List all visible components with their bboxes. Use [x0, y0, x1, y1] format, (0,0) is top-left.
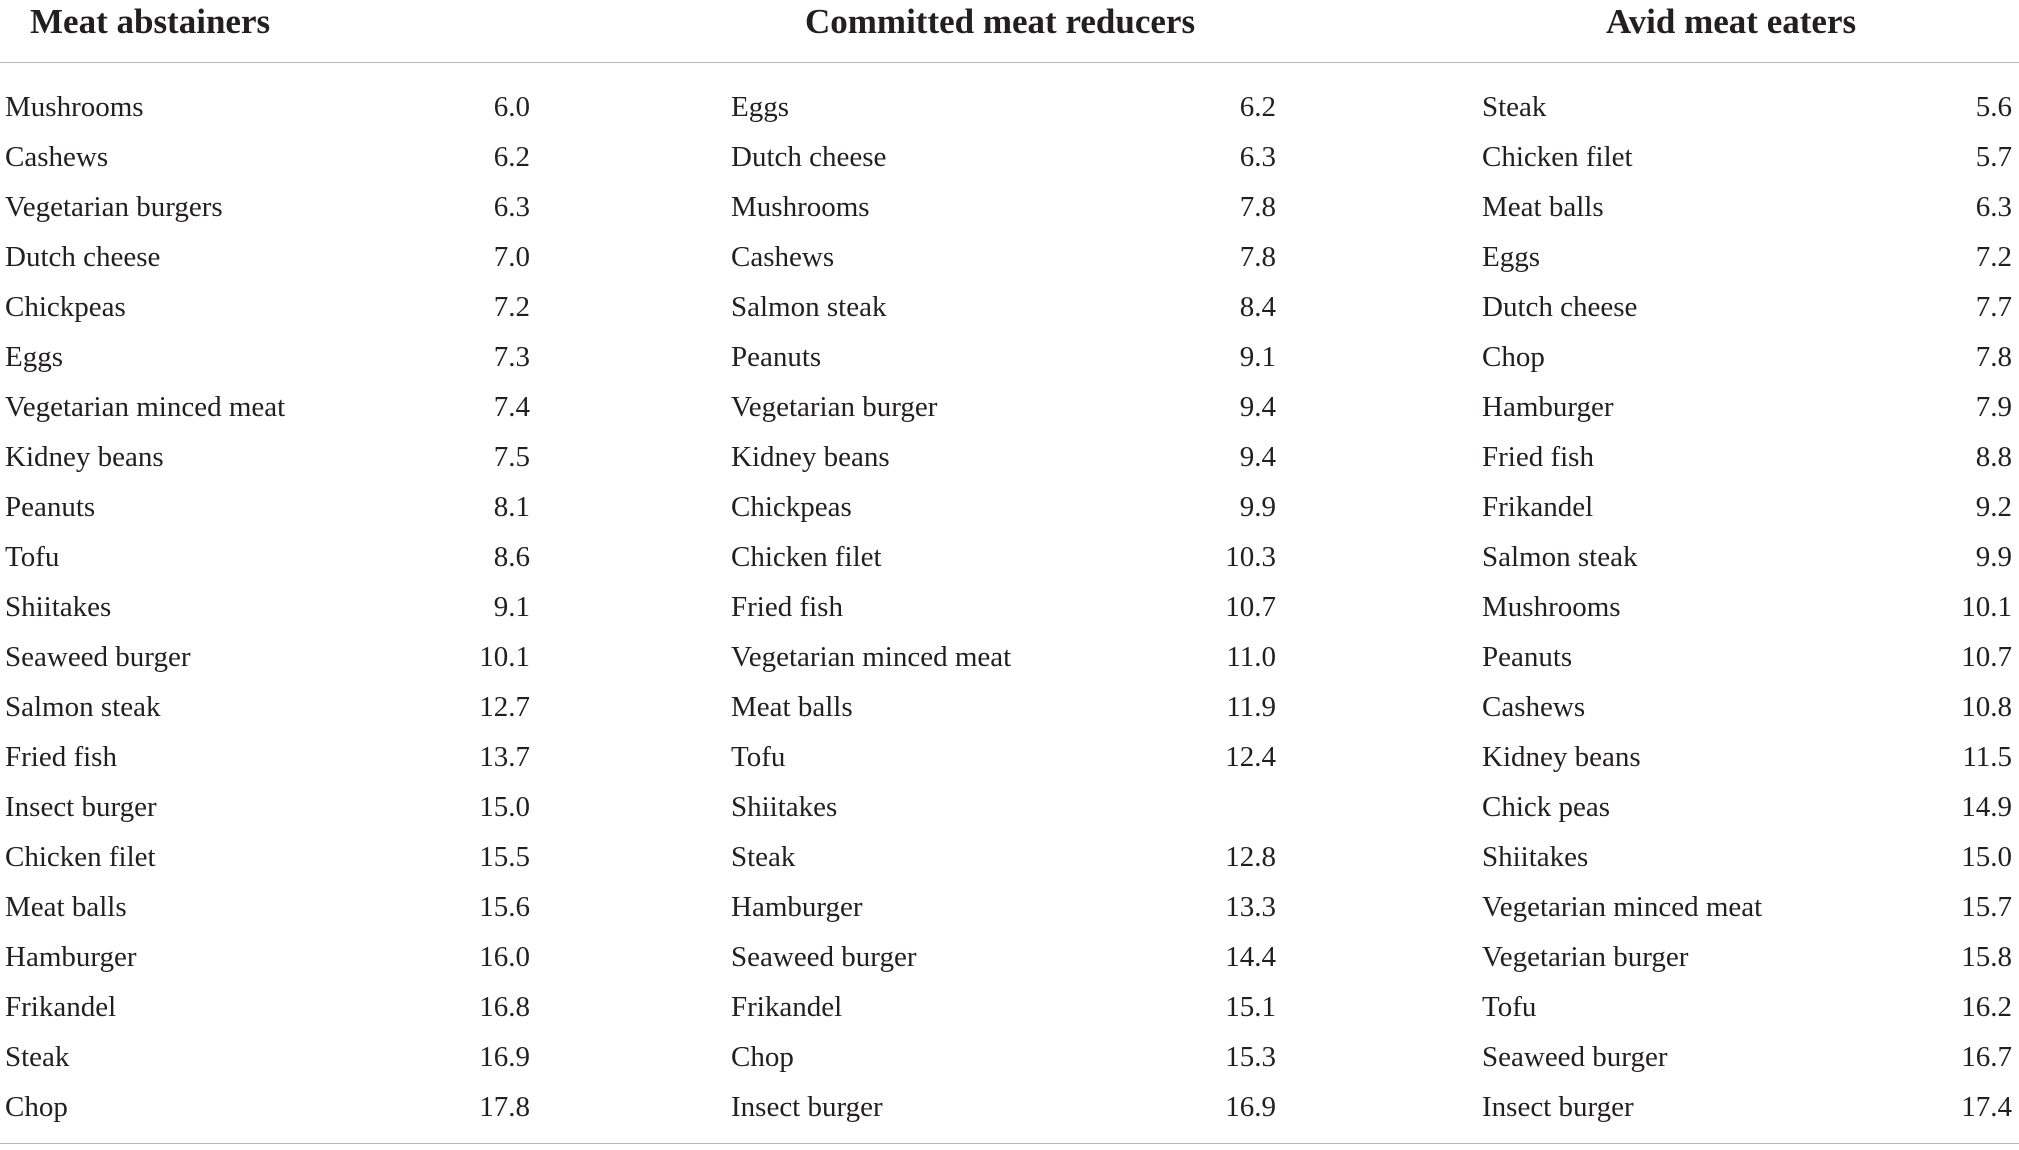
rank-value: 7.2	[493, 291, 530, 323]
food-item: Kidney beans	[1482, 741, 1641, 773]
food-item: Vegetarian burgers	[5, 191, 223, 223]
rank-value: 10.1	[1961, 591, 2012, 623]
rank-value: 8.1	[493, 491, 530, 523]
rank-value: 9.9	[1239, 491, 1276, 523]
rank-value: 9.4	[1239, 441, 1276, 473]
rank-value: 6.2	[1239, 91, 1276, 123]
food-item: Insect burger	[1482, 1091, 1634, 1123]
rank-value: 16.9	[479, 1041, 530, 1073]
rank-value: 12.4	[1225, 741, 1276, 773]
rank-value: 17.4	[1961, 1091, 2012, 1123]
table-row	[0, 532, 2019, 582]
rank-value: 15.0	[1961, 841, 2012, 873]
header-divider	[0, 62, 2019, 63]
rank-value: 16.0	[479, 941, 530, 973]
food-item: Vegetarian minced meat	[5, 391, 286, 423]
rank-value: 5.6	[1975, 91, 2012, 123]
rank-value: 8.8	[1975, 441, 2012, 473]
food-item: Hamburger	[731, 891, 863, 923]
rank-value: 7.4	[493, 391, 530, 423]
table-row	[0, 632, 2019, 682]
rank-value: 7.0	[493, 241, 530, 273]
food-item: Salmon steak	[5, 691, 161, 723]
rank-value: 6.0	[493, 91, 530, 123]
rank-value: 7.3	[493, 341, 530, 373]
food-item: Hamburger	[5, 941, 137, 973]
food-item: Seaweed burger	[1482, 1041, 1668, 1073]
rank-value: 10.1	[479, 641, 530, 673]
food-item: Chick peas	[1482, 791, 1611, 823]
header-committed-meat-reducers: Committed meat reducers	[805, 2, 1196, 41]
rank-value: 15.7	[1961, 891, 2012, 923]
rank-value: 7.9	[1975, 391, 2012, 423]
food-item: Insect burger	[5, 791, 157, 823]
rank-value: 9.1	[1239, 341, 1276, 373]
food-item: Frikandel	[731, 991, 843, 1023]
food-item: Salmon steak	[1482, 541, 1638, 573]
food-item: Vegetarian minced meat	[1482, 891, 1763, 923]
table-row	[0, 932, 2019, 982]
rank-value: 14.4	[1225, 941, 1276, 973]
food-item: Dutch cheese	[731, 141, 887, 173]
rank-value: 12.7	[479, 691, 530, 723]
table-body	[0, 82, 2019, 1132]
food-item: Cashews	[1482, 691, 1586, 723]
rank-value: 9.4	[1239, 391, 1276, 423]
rank-value: 16.8	[479, 991, 530, 1023]
rank-value: 7.8	[1239, 241, 1276, 273]
rank-value: 7.7	[1975, 291, 2012, 323]
rank-value: 15.0	[479, 791, 530, 823]
rank-value: 7.5	[493, 441, 530, 473]
header-avid-meat-eaters: Avid meat eaters	[1606, 2, 1857, 41]
food-item: Steak	[1482, 91, 1547, 123]
table-row	[0, 282, 2019, 332]
food-item: Cashews	[731, 241, 835, 273]
table-row	[0, 182, 2019, 232]
table-bottom-rule	[0, 1143, 2019, 1144]
food-item: Mushrooms	[731, 191, 870, 223]
food-item: Chop	[1482, 341, 1545, 373]
rank-value: 9.1	[493, 591, 530, 623]
rank-value: 12.8	[1225, 841, 1276, 873]
table-row	[0, 682, 2019, 732]
rank-value: 11.5	[1962, 741, 2012, 773]
table-row	[0, 132, 2019, 182]
rank-value: 5.7	[1975, 141, 2012, 173]
table-row	[0, 232, 2019, 282]
food-item: Salmon steak	[731, 291, 887, 323]
food-item: Shiitakes	[731, 791, 838, 823]
rank-value: 15.1	[1225, 991, 1276, 1023]
rank-value: 10.7	[1225, 591, 1276, 623]
food-item: Mushrooms	[1482, 591, 1621, 623]
rank-value: 13.3	[1225, 891, 1276, 923]
food-item: Mushrooms	[5, 91, 144, 123]
table-row	[0, 332, 2019, 382]
rank-value: 7.8	[1975, 341, 2012, 373]
food-item: Chickpeas	[5, 291, 126, 323]
table-row	[0, 582, 2019, 632]
table-row	[0, 982, 2019, 1032]
food-item: Tofu	[5, 541, 60, 573]
rank-value: 9.9	[1975, 541, 2012, 573]
food-item: Eggs	[5, 341, 63, 373]
food-item: Dutch cheese	[5, 241, 161, 273]
food-item: Chicken filet	[5, 841, 156, 873]
food-item: Chickpeas	[731, 491, 852, 523]
rank-value: 6.3	[1975, 191, 2012, 223]
rank-value: 15.8	[1961, 941, 2012, 973]
rank-value: 11.0	[1226, 641, 1276, 673]
food-item: Fried fish	[5, 741, 117, 773]
food-item: Vegetarian burger	[1482, 941, 1689, 973]
table-row	[0, 382, 2019, 432]
rank-value: 13.7	[479, 741, 530, 773]
rank-value: 7.2	[1975, 241, 2012, 273]
rank-value: 17.8	[479, 1091, 530, 1123]
rank-value: 10.7	[1961, 641, 2012, 673]
food-item: Vegetarian burger	[731, 391, 938, 423]
rank-value: 6.3	[493, 191, 530, 223]
food-item: Peanuts	[1482, 641, 1573, 673]
rank-value: 16.7	[1961, 1041, 2012, 1073]
food-item: Kidney beans	[5, 441, 164, 473]
food-item: Steak	[5, 1041, 70, 1073]
food-item: Shiitakes	[5, 591, 112, 623]
rank-value: 15.5	[479, 841, 530, 873]
table-row	[0, 1032, 2019, 1082]
table-row	[0, 832, 2019, 882]
rank-value: 6.3	[1239, 141, 1276, 173]
food-item: Shiitakes	[1482, 841, 1589, 873]
food-item: Fried fish	[1482, 441, 1594, 473]
table-row	[0, 82, 2019, 132]
rank-value: 8.4	[1239, 291, 1276, 323]
rank-value: 6.2	[493, 141, 530, 173]
food-item: Seaweed burger	[5, 641, 191, 673]
table-row	[0, 432, 2019, 482]
food-item: Tofu	[1482, 991, 1537, 1023]
food-item: Chicken filet	[731, 541, 882, 573]
table-row	[0, 482, 2019, 532]
food-item: Chicken filet	[1482, 141, 1633, 173]
table-header	[0, 0, 2019, 60]
table-row	[0, 882, 2019, 932]
rank-value: 16.9	[1225, 1091, 1276, 1123]
food-item: Eggs	[1482, 241, 1540, 273]
rank-value: 11.9	[1226, 691, 1276, 723]
rank-value: 16.2	[1961, 991, 2012, 1023]
food-item: Chop	[731, 1041, 794, 1073]
rank-value: 10.3	[1225, 541, 1276, 573]
food-item: Fried fish	[731, 591, 843, 623]
food-item: Hamburger	[1482, 391, 1614, 423]
food-item: Tofu	[731, 741, 786, 773]
header-meat-abstainers: Meat abstainers	[30, 2, 271, 41]
food-item: Eggs	[731, 91, 789, 123]
food-item: Seaweed burger	[731, 941, 917, 973]
food-item: Kidney beans	[731, 441, 890, 473]
food-item: Frikandel	[1482, 491, 1594, 523]
food-item: Peanuts	[5, 491, 96, 523]
food-item: Meat balls	[731, 691, 853, 723]
food-item: Insect burger	[731, 1091, 883, 1123]
food-item: Peanuts	[731, 341, 822, 373]
rank-value: 14.9	[1961, 791, 2012, 823]
table-row	[0, 782, 2019, 832]
rank-value: 7.8	[1239, 191, 1276, 223]
food-item: Vegetarian minced meat	[731, 641, 1012, 673]
food-item: Meat balls	[5, 891, 127, 923]
table-row	[0, 732, 2019, 782]
food-item: Frikandel	[5, 991, 117, 1023]
rank-value: 9.2	[1975, 491, 2012, 523]
rank-value: 10.8	[1961, 691, 2012, 723]
food-item: Cashews	[5, 141, 109, 173]
rank-value: 15.6	[479, 891, 530, 923]
food-item: Dutch cheese	[1482, 291, 1638, 323]
rank-value: 8.6	[493, 541, 530, 573]
rank-value: 15.3	[1225, 1041, 1276, 1073]
food-item: Steak	[731, 841, 796, 873]
food-item: Chop	[5, 1091, 68, 1123]
table-row	[0, 1082, 2019, 1132]
food-item: Meat balls	[1482, 191, 1604, 223]
